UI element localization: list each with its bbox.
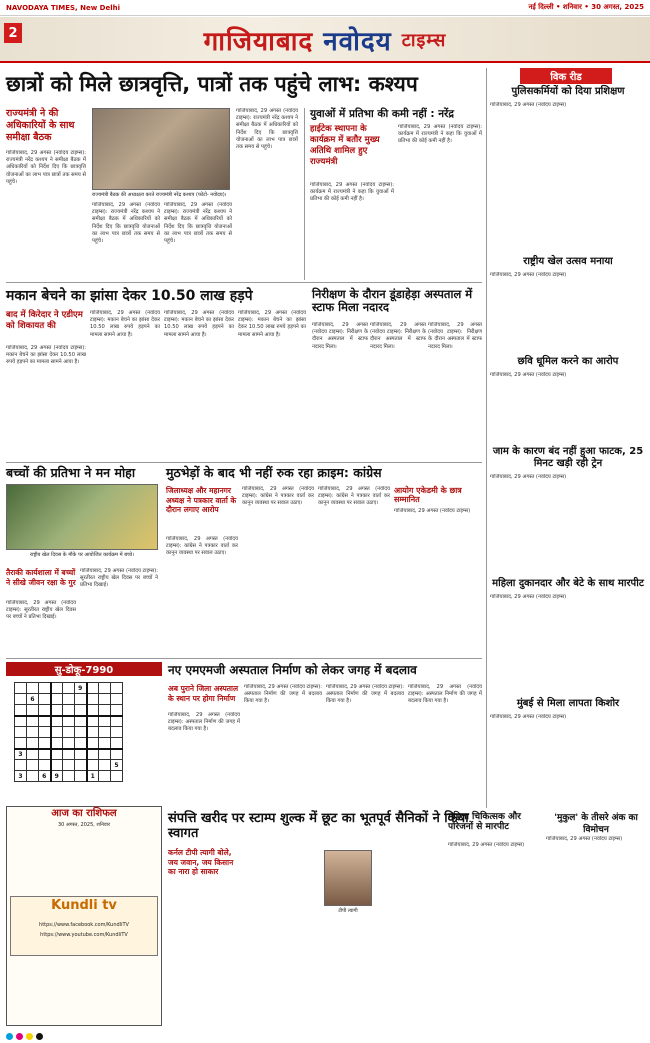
sudoku-cell	[51, 727, 63, 738]
sudoku-cell	[27, 683, 39, 694]
sudoku-cell	[39, 749, 51, 760]
story8-subhead: अब पुराने जिला अस्पताल के स्थान पर होगा निर्माण	[168, 684, 239, 703]
story9-subhead: कर्नल टीपी त्यागी बोले, जय जवान, जय किसान का नारा हो साकार	[168, 848, 234, 876]
sudoku-cell	[27, 705, 39, 716]
right-body-text-1: गाजियाबाद, 29 अगस्त (नवोदय टाइम्स)	[490, 102, 567, 108]
story3-body-text: गाजियाबाद, 29 अगस्त (नवोदय टाइम्स): मकान बेचने का झांसा देकर 10.50 लाख रुपये हड़पने का मामला सामने आया है।	[6, 345, 86, 366]
section-divider-3	[6, 658, 482, 659]
sudoku-cell	[27, 760, 39, 771]
sudoku-cell: 3	[15, 749, 27, 760]
story5-headline: बच्चों की प्रतिभा ने मन मोहा	[6, 465, 136, 480]
right-head-4: जाम के कारण बंद नहीं हुआ फाटक, 25 मिनट खड़ी रही ट्रेन	[492, 446, 644, 469]
sudoku-cell: 9	[75, 683, 87, 694]
story5-photo-caption: राष्ट्रीय खेल दिवस के मौके पर आयोजित कार्यक्रम में बच्चे।	[29, 552, 135, 558]
section-divider	[6, 282, 482, 283]
black-dot	[36, 1033, 43, 1040]
cyan-dot	[6, 1033, 13, 1040]
story4-headline: निरीक्षण के दौरान डूंडाहेड़ा अस्पताल में स्टाफ मिला नदारद	[312, 287, 473, 315]
story3-subhead: बाद में किरेदार ने एडीएम को शिकायत की	[6, 310, 83, 331]
sudoku-cell	[15, 705, 27, 716]
lead-body-text-4: गाजियाबाद, 29 अगस्त (नवोदय टाइम्स): राज्यमंत्री नरेंद्र कश्यप ने समीक्षा बैठक में अधिकारियों को निर्देश दिए कि छात्रवृत्ति योजनाओं का लाभ पात्र छात्रों तक समय से पहुंचे।	[236, 108, 298, 151]
paper-name: NAVODAYA TIMES, New Delhi	[6, 3, 120, 12]
sudoku-cell	[75, 738, 87, 749]
story10-body-text: गाजियाबाद, 29 अगस्त (नवोदय टाइम्स)	[448, 842, 525, 848]
sudoku-cell	[51, 760, 63, 771]
sudoku-cell	[27, 771, 39, 782]
sudoku-cell: 6	[27, 694, 39, 705]
sudoku-row	[15, 705, 123, 716]
lead-body-col2	[92, 202, 160, 280]
sudoku-cell	[87, 683, 99, 694]
sudoku-cell: 6	[39, 771, 51, 782]
story4-body-text-2: गाजियाबाद, 29 अगस्त (नवोदय टाइम्स): निरीक्षण के दौरान अस्पताल में स्टाफ नदारद मिला।	[370, 322, 426, 350]
story4-body-col1	[312, 322, 368, 460]
story4-body-col2	[370, 322, 426, 460]
story6-body-col3	[318, 486, 390, 656]
sudoku-cell	[27, 738, 39, 749]
sudoku-row	[15, 683, 123, 694]
sudoku-cell	[27, 727, 39, 738]
story9-body-col3	[374, 848, 446, 1026]
sudoku-cell	[39, 694, 51, 705]
story3-body-col1	[6, 345, 86, 460]
sudoku-cell	[99, 694, 111, 705]
sudoku-cell	[63, 738, 75, 749]
sudoku-cell	[87, 749, 99, 760]
sudoku-cell	[51, 749, 63, 760]
sudoku-cell	[75, 705, 87, 716]
sudoku-cell	[39, 716, 51, 727]
story6-headline: मुठभेड़ों के बाद भी नहीं रुक रहा क्राइम: कांग्रेस	[166, 465, 382, 480]
lead-photo	[92, 108, 230, 190]
sudoku-cell	[51, 738, 63, 749]
magenta-dot	[16, 1033, 23, 1040]
sudoku-cell	[111, 771, 123, 782]
sudoku-cell	[15, 683, 27, 694]
sudoku-cell	[111, 749, 123, 760]
story2-body-col1	[310, 182, 394, 280]
kundli-brand: Kundli tv	[51, 898, 117, 913]
lead-body-col3	[164, 202, 232, 280]
story8-body-text: गाजियाबाद, 29 अगस्त (नवोदय टाइम्स): अस्पताल निर्माण की जगह में बदलाव किया गया है।	[168, 712, 240, 733]
sudoku-cell	[87, 760, 99, 771]
kundli-youtube[interactable]: https://www.youtube.com/KundliTV	[40, 932, 128, 938]
right-body-4	[490, 474, 646, 574]
story3-body-text-3: गाजियाबाद, 29 अगस्त (नवोदय टाइम्स): मकान बेचने का झांसा देकर 10.50 लाख रुपये हड़पने का मामला सामने आया है।	[164, 310, 234, 338]
sudoku-cell	[63, 727, 75, 738]
story6-body-text: गाजियाबाद, 29 अगस्त (नवोदय टाइम्स): कांग्रेस ने पत्रकार वार्ता कर कानून व्यवस्था पर सवाल उठाए।	[166, 536, 238, 557]
story9-photo	[324, 850, 372, 906]
story6-body-text-2: गाजियाबाद, 29 अगस्त (नवोदय टाइम्स): कांग्रेस ने पत्रकार वार्ता कर कानून व्यवस्था पर सवाल उठाए।	[242, 486, 314, 507]
sudoku-cell	[111, 705, 123, 716]
lead-subhead: राज्यमंत्री ने की अधिकारियों के साथ समीक्षा बैठक	[6, 108, 75, 143]
right-rail-rule	[486, 68, 487, 808]
story8-body-text-4: गाजियाबाद, 29 अगस्त (नवोदय टाइम्स): अस्पताल निर्माण की जगह में बदलाव किया गया है।	[408, 684, 482, 705]
sudoku-cell	[87, 738, 99, 749]
right-body-text-2: गाजियाबाद, 29 अगस्त (नवोदय टाइम्स)	[490, 272, 567, 278]
lead-body-text: गाजियाबाद, 29 अगस्त (नवोदय टाइम्स): राज्यमंत्री नरेंद्र कश्यप ने समीक्षा बैठक में अधिकारियों को निर्देश दिए कि छात्रवृत्ति योजनाओं का लाभ पात्र छात्रों तक समय से पहुंचे।	[6, 150, 86, 185]
right-body-1	[490, 102, 646, 252]
rashifal-date: 30 अगस्त, 2025, शनिवार	[57, 822, 111, 828]
story5-body-text-2: गाजियाबाद, 29 अगस्त (नवोदय टाइम्स): सूरतीरत राष्ट्रीय खेल दिवस पर बच्चों ने प्रतिभा दिखाई।	[80, 568, 158, 589]
sudoku-row	[15, 694, 123, 705]
story8-body-col2	[244, 684, 322, 808]
sudoku-cell	[63, 749, 75, 760]
top-line	[0, 0, 650, 16]
story4-body-col3	[428, 322, 482, 460]
story6-body-col2	[242, 486, 314, 656]
sudoku-row	[15, 760, 123, 771]
sudoku-cell	[63, 683, 75, 694]
sudoku-cell	[75, 771, 87, 782]
story5-body-col2	[80, 568, 158, 655]
right-head-3: छवि धूमिल करने का आरोप	[517, 356, 619, 367]
sudoku-cell	[111, 716, 123, 727]
story3-headline: मकान बेचने का झांसा देकर 10.50 लाख हड़पे	[6, 288, 253, 304]
sudoku-cell	[51, 683, 63, 694]
sudoku-cell	[99, 705, 111, 716]
page-number: 2	[4, 23, 22, 43]
sudoku-cell	[111, 727, 123, 738]
lead-body-col4	[236, 108, 298, 280]
sudoku-cell	[87, 705, 99, 716]
sudoku-cell	[99, 771, 111, 782]
sudoku-cell	[15, 716, 27, 727]
right-head-2: राष्ट्रीय खेल उत्सव मनाया	[523, 256, 613, 267]
registration-marks	[0, 1030, 650, 1043]
sudoku-row	[15, 771, 123, 782]
story10-body	[448, 842, 544, 1026]
sudoku-cell	[63, 705, 75, 716]
story7-body	[394, 508, 482, 656]
story3-body-col4	[238, 310, 306, 460]
sudoku-cell	[99, 716, 111, 727]
sudoku-cell	[39, 727, 51, 738]
sudoku-cell	[27, 716, 39, 727]
lead-headline: छात्रों को मिले छात्रवृत्ति, पात्रों तक पहुंचे लाभ: कश्यप	[6, 72, 418, 96]
sudoku-cell	[87, 694, 99, 705]
sudoku-cell	[75, 749, 87, 760]
sudoku-cell	[15, 694, 27, 705]
sudoku-cell	[75, 694, 87, 705]
masthead-word-2: नवोदय	[323, 27, 392, 57]
story5-body-text: गाजियाबाद, 29 अगस्त (नवोदय टाइम्स): सूरतीरत राष्ट्रीय खेल दिवस पर बच्चों ने प्रतिभा दिखाई।	[6, 600, 76, 621]
story8-body-col1	[168, 712, 240, 808]
sudoku-grid	[14, 682, 123, 782]
lead-body-text-3: गाजियाबाद, 29 अगस्त (नवोदय टाइम्स): राज्यमंत्री नरेंद्र कश्यप ने समीक्षा बैठक में अधिकारियों को निर्देश दिए कि छात्रवृत्ति योजनाओं का लाभ पात्र छात्रों तक समय से पहुंचे।	[164, 202, 232, 245]
sudoku-cell: 1	[87, 771, 99, 782]
sudoku-cell	[39, 738, 51, 749]
story10-headline: महिला चिकित्सक और परिजनों से मारपीट	[448, 812, 521, 833]
story3-body-text-2: गाजियाबाद, 29 अगस्त (नवोदय टाइम्स): मकान बेचने का झांसा देकर 10.50 लाख रुपये हड़पने का मामला सामने आया है।	[90, 310, 160, 338]
sudoku-cell	[99, 738, 111, 749]
right-body-3	[490, 372, 646, 442]
story4-body-text-3: गाजियाबाद, 29 अगस्त (नवोदय टाइम्स): निरीक्षण के दौरान अस्पताल में स्टाफ नदारद मिला।	[428, 322, 482, 350]
lead-body-col1	[6, 150, 86, 275]
story7-body-text: गाजियाबाद, 29 अगस्त (नवोदय टाइम्स)	[394, 508, 471, 514]
story2-body-text-2: गाजियाबाद, 29 अगस्त (नवोदय टाइम्स): कार्यक्रम में राज्यमंत्री ने कहा कि युवाओं में प्रतिभा की कोई कमी नहीं है।	[398, 124, 482, 145]
issue-date: नई दिल्ली • शनिवार • 30 अगस्त, 2025	[528, 3, 644, 11]
right-body-text-4: गाजियाबाद, 29 अगस्त (नवोदय टाइम्स)	[490, 474, 567, 480]
sudoku-cell	[87, 727, 99, 738]
sudoku-cell	[15, 738, 27, 749]
right-head-6: मुंबई से मिला लापता किशोर	[516, 698, 620, 709]
sudoku-cell	[51, 705, 63, 716]
story5-photo	[6, 484, 158, 550]
sudoku-cell	[99, 683, 111, 694]
story7-headline: आयोग एकेडमी के छात्र सम्मानित	[394, 486, 462, 505]
sudoku-cell	[111, 738, 123, 749]
story8-body-text-2: गाजियाबाद, 29 अगस्त (नवोदय टाइम्स): अस्पताल निर्माण की जगह में बदलाव किया गया है।	[244, 684, 322, 705]
right-head-1: पुलिसकर्मियों को दिया प्रशिक्षण	[511, 86, 625, 97]
story9-photo-caption: टीपी त्यागी	[338, 908, 358, 914]
sudoku-cell	[51, 716, 63, 727]
story4-body-text: गाजियाबाद, 29 अगस्त (नवोदय टाइम्स): निरीक्षण के दौरान अस्पताल में स्टाफ नदारद मिला।	[312, 322, 368, 350]
right-body-5	[490, 594, 646, 694]
right-body-2	[490, 272, 646, 352]
story2-body-col2	[398, 124, 482, 280]
story6-body-text-3: गाजियाबाद, 29 अगस्त (नवोदय टाइम्स): कांग्रेस ने पत्रकार वार्ता कर कानून व्यवस्था पर सवाल उठाए।	[318, 486, 390, 507]
sudoku-instructions	[130, 682, 162, 782]
story8-body-text-3: गाजियाबाद, 29 अगस्त (नवोदय टाइम्स): अस्पताल निर्माण की जगह में बदलाव किया गया है।	[326, 684, 404, 705]
column-rule	[304, 108, 305, 280]
story9-headline: संपत्ति खरीद पर स्टाम्प शुल्क में छूट का भूतपूर्व सैनिकों ने किया स्वागत	[168, 811, 469, 841]
sudoku-cell	[51, 694, 63, 705]
lead-body-text-2: गाजियाबाद, 29 अगस्त (नवोदय टाइम्स): राज्यमंत्री नरेंद्र कश्यप ने समीक्षा बैठक में अधिकारियों को निर्देश दिए कि छात्रवृत्ति योजनाओं का लाभ पात्र छात्रों तक समय से पहुंचे।	[92, 202, 160, 245]
masthead-word-3: टाइम्स	[401, 30, 447, 51]
lead-photo-caption: राज्यमंत्री बैठक की अध्यक्षता करते राज्यमंत्री नरेंद्र कश्यप (फोटो- नवोदय)।	[92, 192, 227, 198]
story8-body-col3	[326, 684, 404, 808]
sudoku-cell	[99, 749, 111, 760]
sudoku-cell: 9	[51, 771, 63, 782]
story9-body-col1	[168, 890, 240, 1026]
story3-body-col2	[90, 310, 160, 460]
right-body-text-3: गाजियाबाद, 29 अगस्त (नवोदय टाइम्स)	[490, 372, 567, 378]
masthead	[0, 17, 650, 63]
sudoku-cell	[63, 760, 75, 771]
sudoku-cell	[39, 760, 51, 771]
masthead-title	[130, 21, 520, 59]
story5-body-col1	[6, 600, 76, 655]
story5-subhead: तैराकी कार्यशाला में बच्चों ने सीखे जीवन रक्षा के गुर	[6, 568, 76, 587]
story3-body-col3	[164, 310, 234, 460]
sudoku-row	[15, 738, 123, 749]
sudoku-cell	[99, 760, 111, 771]
right-body-text-5: गाजियाबाद, 29 अगस्त (नवोदय टाइम्स)	[490, 594, 567, 600]
yellow-dot	[26, 1033, 33, 1040]
story3-body-text-4: गाजियाबाद, 29 अगस्त (नवोदय टाइम्स): मकान बेचने का झांसा देकर 10.50 लाख रुपये हड़पने का मामला सामने आया है।	[238, 310, 306, 338]
story9-body-col2	[244, 848, 320, 1026]
masthead-word-1: गाजियाबाद	[203, 27, 314, 57]
sudoku-row	[15, 716, 123, 727]
sudoku-cell	[87, 716, 99, 727]
right-head-5: महिला दुकानदार और बेटे के साथ मारपीट	[492, 578, 644, 589]
story2-body-text: गाजियाबाद, 29 अगस्त (नवोदय टाइम्स): कार्यक्रम में राज्यमंत्री ने कहा कि युवाओं में प्रतिभा की कोई कमी नहीं है।	[310, 182, 394, 203]
story8-body-col4	[408, 684, 482, 808]
sudoku-row	[15, 749, 123, 760]
story2-headline: युवाओं में प्रतिभा की कमी नहीं : नरेंद्र	[310, 108, 454, 120]
right-body-7	[546, 836, 646, 1026]
sudoku-cell	[39, 705, 51, 716]
sudoku-title: सु-डोकू-7990	[6, 662, 162, 676]
story6-subhead: जिलाध्यक्ष और महानगर अध्यक्ष ने पत्रकार वार्ता के दौरान लगाए आरोप	[166, 486, 237, 514]
sudoku-cell: 5	[111, 760, 123, 771]
kundli-facebook[interactable]: https://www.facebook.com/KundliTV	[39, 922, 129, 928]
quick-read-badge: विक रीड	[520, 68, 612, 84]
sudoku-cell	[27, 749, 39, 760]
story6-body-col1	[166, 536, 238, 656]
sudoku-cell: 3	[15, 771, 27, 782]
sudoku-cell	[99, 727, 111, 738]
section-divider-2	[6, 462, 482, 463]
story8-headline: नए एमएमजी अस्पताल निर्माण को लेकर जगह में बदलाव	[168, 663, 417, 677]
sudoku-row	[15, 727, 123, 738]
sudoku-cell	[15, 760, 27, 771]
sudoku-cell	[39, 683, 51, 694]
sudoku-cell	[111, 694, 123, 705]
story2-subhead: हाईटेक स्थापना के कार्यक्रम में बतौर मुख्य अतिथि शामिल हुए राज्यमंत्री	[310, 124, 380, 167]
sudoku-cell	[75, 716, 87, 727]
sudoku-cell	[75, 760, 87, 771]
sudoku-cell	[75, 727, 87, 738]
sudoku-cell	[63, 694, 75, 705]
right-body-text-7: गाजियाबाद, 29 अगस्त (नवोदय टाइम्स)	[546, 836, 623, 842]
sudoku-cell	[63, 716, 75, 727]
rashifal-title: आज का राशिफल	[51, 808, 117, 819]
sudoku-cell	[111, 683, 123, 694]
sudoku-cell	[15, 727, 27, 738]
right-head-7: 'मुकुल' के तीसरे अंक का विमोचन	[554, 813, 638, 835]
sudoku-cell	[63, 771, 75, 782]
right-body-text-6: गाजियाबाद, 29 अगस्त (नवोदय टाइम्स)	[490, 714, 567, 720]
right-body-6	[490, 714, 646, 800]
